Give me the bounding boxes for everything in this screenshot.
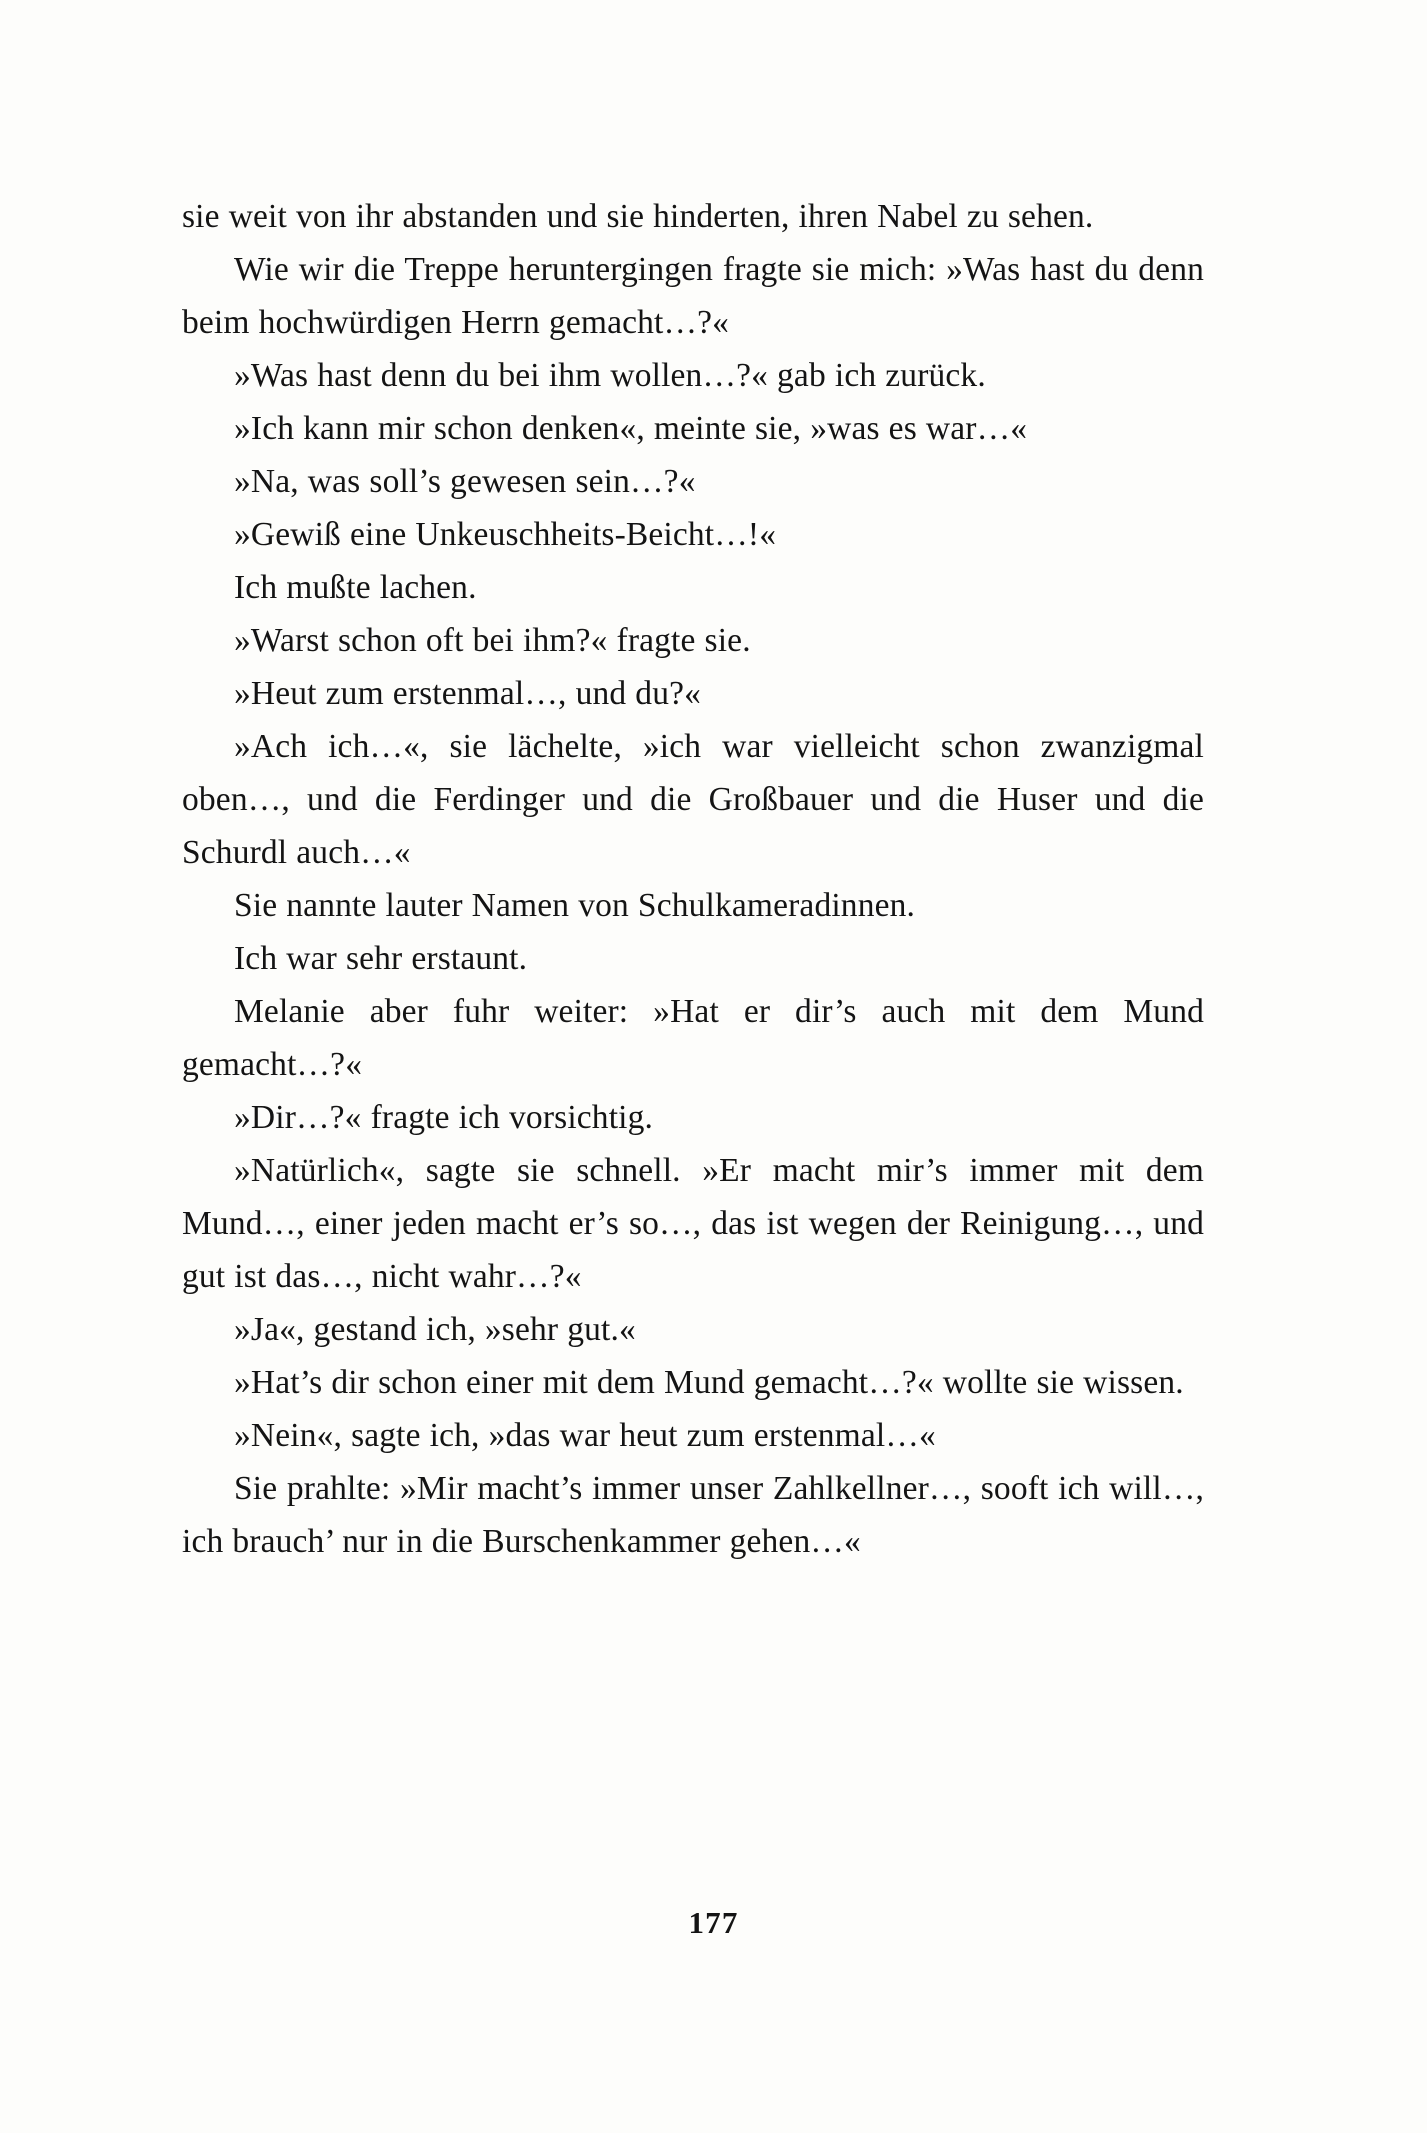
paragraph: »Hat’s dir schon einer mit dem Mund gemacht…?« wollte sie wissen.: [234, 1364, 1184, 1401]
paragraph: Sie prahlte: »Mir macht’s immer unser Zahlkellner…, sooft ich will…, ich brauch’ nur in die Burschenkammer gehen…«: [182, 1470, 1204, 1560]
paragraph: »Ich kann mir schon denken«, meinte sie, »was es war…«: [234, 410, 1028, 447]
paragraph: Sie nannte lauter Namen von Schulkameradinnen.: [234, 887, 916, 924]
page-body-text: [182, 190, 1204, 1568]
paragraph: Ich mußte lachen.: [234, 569, 477, 606]
paragraph: »Ja«, gestand ich, »sehr gut.«: [234, 1311, 636, 1348]
paragraph: Melanie aber fuhr weiter: »Hat er dir’s auch mit dem Mund gemacht…?«: [182, 993, 1204, 1083]
paragraph: »Ach ich…«, sie lächelte, »ich war vielleicht schon zwanzigmal oben…, und die Ferdinger und die Großbauer und die Huser und die Schurdl auch…«: [182, 728, 1204, 871]
paragraph: »Heut zum erstenmal…, und du?«: [234, 675, 702, 712]
paragraph: »Natürlich«, sagte sie schnell. »Er macht mir’s immer mit dem Mund…, einer jeden macht er’s so…, das ist wegen der Reinigung…, und gut ist das…, nicht wahr…?«: [182, 1152, 1204, 1295]
paragraph: sie weit von ihr abstanden und sie hinderten, ihren Nabel zu sehen.: [182, 198, 1094, 235]
paragraph: »Warst schon oft bei ihm?« fragte sie.: [234, 622, 751, 659]
page-number: 177: [688, 1905, 739, 1940]
paragraph: »Was hast denn du bei ihm wollen…?« gab ich zurück.: [234, 357, 986, 394]
paragraph: Wie wir die Treppe heruntergingen fragte sie mich: »Was hast du denn beim hochwürdigen Herrn gemacht…?«: [182, 251, 1204, 341]
paragraph: »Na, was soll’s gewesen sein…?«: [234, 463, 696, 500]
paragraph: Ich war sehr erstaunt.: [234, 940, 528, 977]
paragraph: »Nein«, sagte ich, »das war heut zum erstenmal…«: [234, 1417, 936, 1454]
paragraph: »Gewiß eine Unkeuschheits-Beicht…!«: [234, 516, 777, 553]
paragraph: »Dir…?« fragte ich vorsichtig.: [234, 1099, 654, 1136]
